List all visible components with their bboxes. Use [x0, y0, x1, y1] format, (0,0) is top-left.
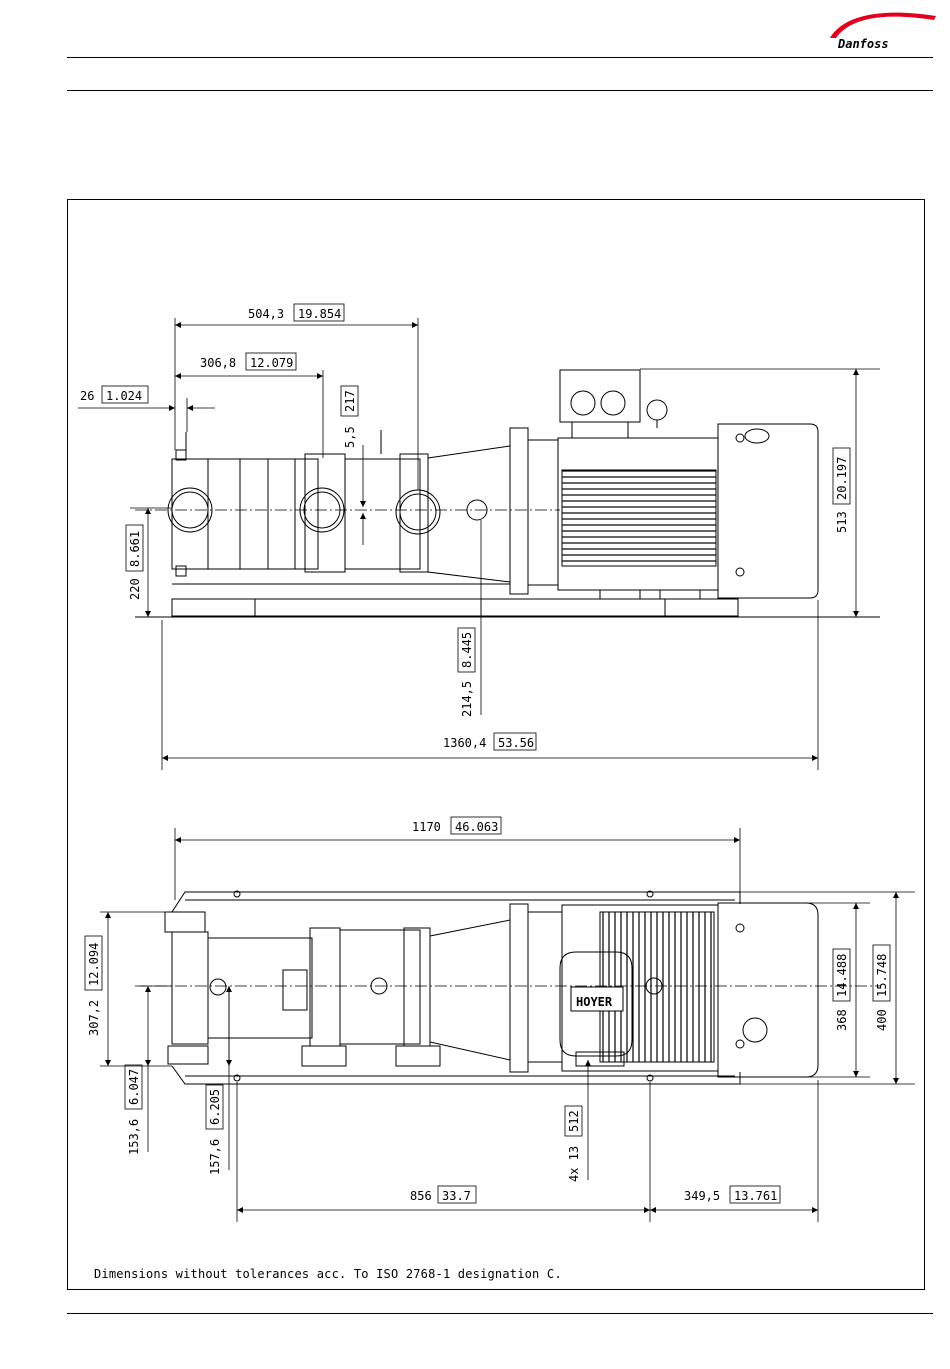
- dim-label-220: [126, 525, 143, 600]
- svg-text:400: 400: [875, 1009, 889, 1031]
- dim-label-400: [873, 945, 890, 1031]
- svg-text:15.748: 15.748: [875, 953, 889, 997]
- top-view: [165, 891, 818, 1084]
- svg-text:856: 856: [410, 1189, 432, 1203]
- dim-label-5-5: [341, 386, 358, 448]
- svg-text:1.024: 1.024: [106, 389, 143, 403]
- svg-text:306,8: 306,8: [200, 356, 237, 370]
- svg-text:53.56: 53.56: [498, 736, 535, 750]
- dim-label-513: [833, 448, 850, 533]
- svg-text:368: 368: [835, 1009, 849, 1031]
- dim-label-349: [684, 1186, 780, 1203]
- svg-text:12.094: 12.094: [87, 942, 101, 986]
- svg-text:33.7: 33.7: [442, 1189, 471, 1203]
- svg-text:26: 26: [80, 389, 95, 403]
- svg-text:20.197: 20.197: [835, 456, 849, 500]
- dim-label-26: [80, 386, 148, 403]
- dim-label-504: [248, 304, 344, 321]
- svg-text:12.079: 12.079: [250, 356, 294, 370]
- dim-label-856: [410, 1186, 476, 1203]
- dimension-lines: [78, 318, 915, 1222]
- svg-text:512: 512: [567, 1110, 581, 1132]
- svg-text:46.063: 46.063: [455, 820, 499, 834]
- svg-text:214,5: 214,5: [460, 680, 474, 717]
- svg-text:14.488: 14.488: [835, 953, 849, 997]
- svg-text:1360,4: 1360,4: [443, 736, 487, 750]
- dim-label-1170: [412, 817, 501, 834]
- svg-text:217: 217: [343, 390, 357, 412]
- svg-text:5,5: 5,5: [343, 426, 357, 448]
- motor-badge: HOYER: [576, 995, 613, 1009]
- svg-text:6.047: 6.047: [127, 1068, 141, 1105]
- svg-text:1170: 1170: [412, 820, 441, 834]
- svg-text:349,5: 349,5: [684, 1189, 721, 1203]
- dim-label-1360: [443, 733, 536, 750]
- svg-text:220: 220: [128, 578, 142, 600]
- svg-text:513: 513: [835, 511, 849, 533]
- svg-text:8.661: 8.661: [128, 530, 142, 567]
- svg-text:153,6: 153,6: [127, 1118, 141, 1155]
- svg-text:6.205: 6.205: [208, 1088, 222, 1125]
- dim-label-368: [833, 949, 850, 1031]
- dim-label-153: [125, 1065, 142, 1155]
- svg-text:8.445: 8.445: [460, 631, 474, 668]
- footer-note: Dimensions without tolerances acc. To ISO 2768-1 designation C.: [94, 1267, 562, 1281]
- svg-text:504,3: 504,3: [248, 307, 285, 321]
- dim-label-306: [200, 353, 296, 370]
- logo-text: Danfoss: [838, 37, 889, 51]
- dim-label-214: [458, 628, 475, 717]
- svg-text:157,6: 157,6: [208, 1138, 222, 1175]
- dim-label-157: [206, 1085, 223, 1175]
- side-view: [135, 370, 880, 617]
- svg-text:4x 13: 4x 13: [567, 1145, 581, 1182]
- svg-text:13.761: 13.761: [734, 1189, 778, 1203]
- dim-label-307: [85, 936, 102, 1036]
- svg-text:307,2: 307,2: [87, 999, 101, 1036]
- svg-text:19.854: 19.854: [298, 307, 342, 321]
- dim-label-4x13: [565, 1106, 582, 1182]
